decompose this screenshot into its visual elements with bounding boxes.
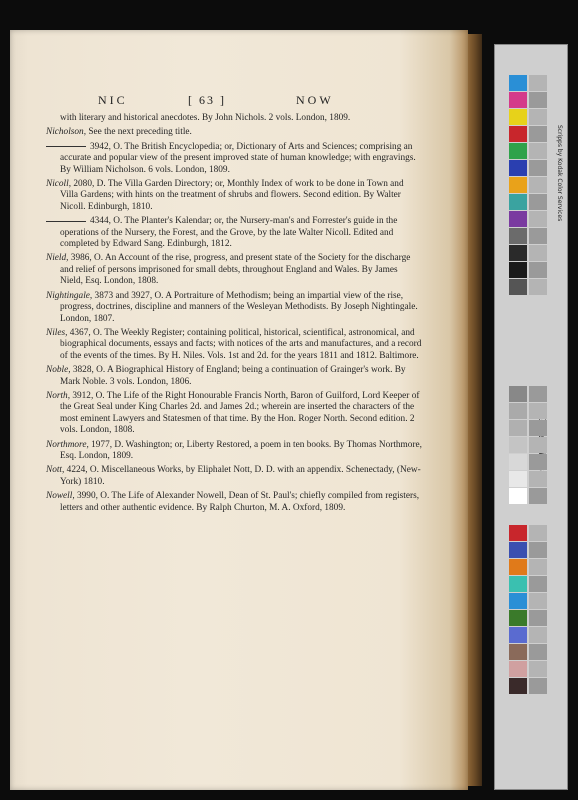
entry-text: See the next preceding title. bbox=[86, 127, 192, 138]
patch-value-cell bbox=[529, 542, 547, 558]
entry-text: 3986, O. An Account of the rise, progress, and present state of the Society for the discharge and relief of persons imprisoned for small debts, throughout England and Wales. By James Nield, Esq. London, 1808. bbox=[60, 253, 411, 287]
catalogue-entry bbox=[46, 391, 422, 437]
patch-value-cell bbox=[529, 454, 547, 470]
patch-value-cell bbox=[529, 386, 547, 402]
color-patch bbox=[509, 160, 527, 176]
patch-value-cell bbox=[529, 75, 547, 91]
patch-value-cell bbox=[529, 109, 547, 125]
catalogue-entry bbox=[46, 142, 422, 176]
entry-text: 3942, O. The British Encyclopedia; or, Dictionary of Arts and Sciences; comprising an accurate and popular view of the present improved state of human knowledge; with engravings. By William Nicholson. 6 vols. London, 1809. bbox=[60, 141, 416, 175]
color-patch bbox=[509, 471, 527, 487]
patch-value-cell bbox=[529, 403, 547, 419]
entry-text: 4344, O. The Planter's Kalendar; or, the Nursery-man's and Forrester's guide in the operations of the Nursery, the Forest, and the Grove, by the late Walter Nicoll. Edited and completed by Edward Sang. Edinburgh, 1812. bbox=[60, 216, 398, 250]
patch-value-cell bbox=[529, 211, 547, 227]
entry-text: 1977, D. Washington; or, Liberty Restored, a poem in ten books. By Thomas Northmore, Esq. London, 1809. bbox=[60, 439, 422, 461]
color-patch bbox=[509, 610, 527, 626]
entry-text: 3912, O. The Life of the Right Honourable Francis North, Baron of Guilford, Lord Keeper of the Great Seal under King Charles 2d. and James 2d.; wherein are inserted the characters of the most eminent Lawyers and Statesmen of that time. By the Hon. Roger North. Second edition. 2 vols. London, 1808. bbox=[60, 390, 420, 436]
color-patch bbox=[509, 109, 527, 125]
color-patch bbox=[509, 279, 527, 295]
color-patch bbox=[509, 262, 527, 278]
patch-value-cell bbox=[529, 627, 547, 643]
color-patch bbox=[509, 542, 527, 558]
catalogue-entry bbox=[46, 127, 422, 138]
patch-value-cell bbox=[529, 143, 547, 159]
color-patch bbox=[509, 525, 527, 541]
target-label: Scripps by Kodak Color Services bbox=[556, 125, 563, 222]
entry-text: with literary and historical anecdotes. By John Nichols. 2 vols. London, 1809. bbox=[60, 113, 351, 123]
catalogue-entry bbox=[46, 465, 422, 488]
catalogue-entry bbox=[46, 440, 422, 463]
color-patch bbox=[509, 437, 527, 453]
running-header bbox=[98, 93, 358, 109]
ditto-dash bbox=[46, 221, 86, 222]
patch-value-cell bbox=[529, 160, 547, 176]
catalogue-entry bbox=[46, 328, 422, 362]
color-calibration-target bbox=[494, 44, 568, 790]
color-patch bbox=[509, 644, 527, 660]
color-patch bbox=[509, 678, 527, 694]
color-patch bbox=[509, 177, 527, 193]
patch-value-cell bbox=[529, 471, 547, 487]
patch-value-cell bbox=[529, 644, 547, 660]
entry-text: 4367, O. The Weekly Register; containing political, historical, scientifical, astronomical, and biographical documents, essays and facts; with notices of the arts and manufactures, and a record of the events of the times. By H. Niles. Vols. 1st and 2d. for the years 1811 and 1812. Baltimore. bbox=[60, 327, 422, 361]
page-number: [ 63 ] bbox=[188, 93, 226, 107]
header-left: NIC bbox=[98, 93, 128, 107]
entry-text: 4224, O. Miscellaneous Works, by Eliphalet Nott, D. D. with an appendix. Schenectady, (New-York) 1810. bbox=[60, 465, 421, 487]
patch-value-cell bbox=[529, 576, 547, 592]
color-patch bbox=[509, 593, 527, 609]
color-patch bbox=[509, 661, 527, 677]
color-patch bbox=[509, 143, 527, 159]
color-patch bbox=[509, 245, 527, 261]
catalogue-entry bbox=[46, 113, 422, 124]
entry-author: Northmore, bbox=[46, 439, 89, 450]
entry-author: Nicholson, bbox=[46, 127, 87, 138]
color-patch bbox=[509, 488, 527, 504]
color-patch bbox=[509, 420, 527, 436]
patch-value-cell bbox=[529, 126, 547, 142]
ditto-dash bbox=[46, 146, 86, 147]
entry-author: North, bbox=[46, 390, 71, 401]
color-patch bbox=[509, 194, 527, 210]
color-patch bbox=[509, 211, 527, 227]
color-patch bbox=[509, 403, 527, 419]
page-edge bbox=[468, 34, 482, 786]
patch-value-cell bbox=[529, 525, 547, 541]
entry-author: Nott, bbox=[46, 465, 65, 476]
catalogue-entry bbox=[46, 216, 422, 250]
entry-author: Nicoll, bbox=[46, 179, 72, 190]
color-patch bbox=[509, 92, 527, 108]
catalogue-entry bbox=[46, 491, 422, 514]
catalogue-entries bbox=[46, 113, 422, 517]
entry-author: Niles, bbox=[46, 327, 68, 338]
patch-value-cell bbox=[529, 437, 547, 453]
color-patch bbox=[509, 576, 527, 592]
patch-value-cell bbox=[529, 194, 547, 210]
entry-text: 2080, D. The Villa Garden Directory; or, Monthly Index of work to be done in Town and Villa Gardens; with hints on the treatment of shrubs and flowers. Second edition. By Walter Nicoll. Edinburgh, 1810. bbox=[60, 179, 404, 212]
color-patch bbox=[509, 75, 527, 91]
patch-value-cell bbox=[529, 279, 547, 295]
catalogue-entry bbox=[46, 253, 422, 287]
patch-value-cell bbox=[529, 593, 547, 609]
entry-text: 3873 and 3927, O. A Portraiture of Methodism; being an impartial view of the rise, progress, doctrines, discipline and manners of the Wesleyan Methodists. By Joseph Nightingale. London, 1807. bbox=[60, 290, 418, 324]
color-patch bbox=[509, 559, 527, 575]
patch-value-cell bbox=[529, 559, 547, 575]
patch-value-cell bbox=[529, 262, 547, 278]
color-patch bbox=[509, 228, 527, 244]
entry-author: Noble, bbox=[46, 365, 71, 376]
patch-value-cell bbox=[529, 678, 547, 694]
patch-value-cell bbox=[529, 488, 547, 504]
entry-author: Nowell, bbox=[46, 491, 75, 502]
entry-author: Nield, bbox=[46, 253, 69, 264]
patch-value-cell bbox=[529, 228, 547, 244]
entry-author: Nightingale, bbox=[46, 290, 93, 301]
patch-value-cell bbox=[529, 177, 547, 193]
header-right: NOW bbox=[296, 93, 334, 107]
catalogue-entry bbox=[46, 365, 422, 388]
catalogue-entry bbox=[46, 179, 422, 213]
patch-value-cell bbox=[529, 420, 547, 436]
patch-value-cell bbox=[529, 661, 547, 677]
color-patch bbox=[509, 627, 527, 643]
patch-value-cell bbox=[529, 610, 547, 626]
patch-value-cell bbox=[529, 92, 547, 108]
entry-text: 3828, O. A Biographical History of England; being a continuation of Grainger's work. By Mark Noble. 3 vols. London, 1806. bbox=[60, 365, 406, 387]
color-patch bbox=[509, 126, 527, 142]
catalogue-entry bbox=[46, 291, 422, 325]
patch-value-cell bbox=[529, 245, 547, 261]
color-patch bbox=[509, 386, 527, 402]
entry-text: 3990, O. The Life of Alexander Nowell, Dean of St. Paul's; chiefly compiled from registers, letters and other authentic evidence. By Ralph Churton, M. A. Oxford, 1809. bbox=[60, 491, 420, 513]
color-patch bbox=[509, 454, 527, 470]
